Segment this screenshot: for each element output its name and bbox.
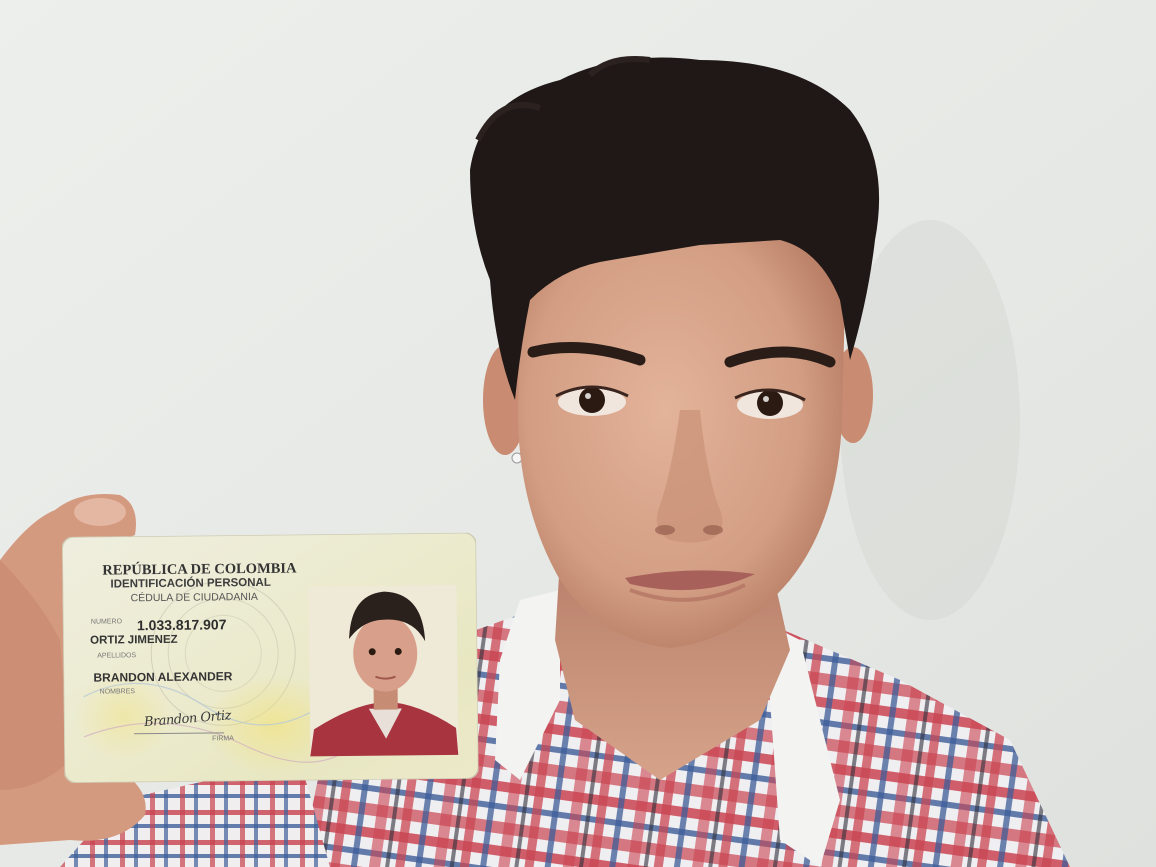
card-given-names-label: NOMBRES xyxy=(99,688,136,696)
card-surname: ORTIZ JIMENEZ xyxy=(90,633,178,647)
card-signature: Brandon Ortiz xyxy=(143,708,232,731)
thumb-nail xyxy=(74,498,126,526)
card-photo xyxy=(309,585,459,757)
card-country: REPÚBLICA DE COLOMBIA xyxy=(102,560,297,579)
id-card xyxy=(62,533,479,783)
card-document-type: CÉDULA DE CIUDADANIA xyxy=(130,590,258,605)
card-number: 1.033.817.907 xyxy=(136,616,227,634)
card-document-title: IDENTIFICACIÓN PERSONAL xyxy=(110,576,271,591)
card-signature-label: FIRMA xyxy=(212,735,234,743)
card-given-names: BRANDON ALEXANDER xyxy=(93,669,233,685)
card-number-label: NUMERO xyxy=(90,618,123,626)
card-surname-label: APELLIDOS xyxy=(97,652,137,660)
